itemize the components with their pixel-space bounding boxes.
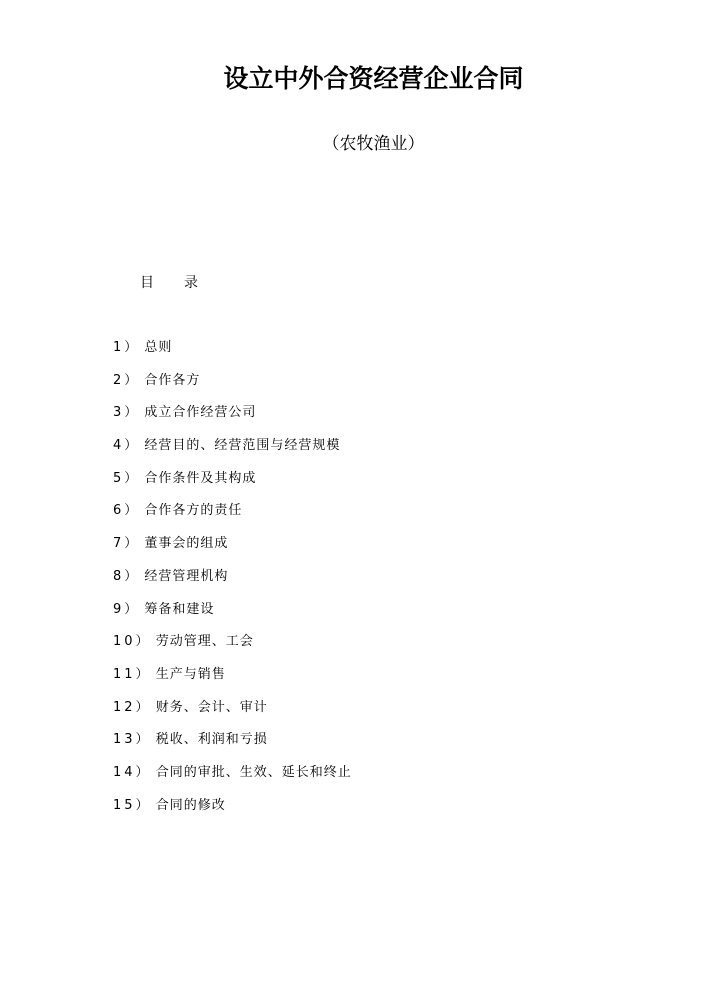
toc-item-label: 合同的修改 <box>155 797 226 813</box>
toc-item-label: 合作条件及其构成 <box>144 470 257 486</box>
document-title: 设立中外合资经营企业合同 <box>223 64 524 93</box>
toc-item-number: 1） <box>113 340 141 355</box>
toc-item-label: 合同的审批、生效、延长和终止 <box>155 764 352 780</box>
toc-item-number: 6） <box>113 503 141 519</box>
document-subtitle: （农牧渔业） <box>322 134 425 154</box>
toc-item <box>113 436 352 469</box>
toc-item-number: 11） <box>113 666 152 682</box>
toc-item-label: 总则 <box>144 340 173 355</box>
toc-item <box>113 730 352 763</box>
toc-item-label: 劳动管理、工会 <box>155 634 254 650</box>
toc-item-number: 7） <box>113 536 141 552</box>
toc-item <box>113 534 352 567</box>
toc-item-label: 财务、会计、审计 <box>155 699 268 715</box>
toc-item-number: 15） <box>113 797 152 813</box>
toc-item-label: 经营目的、经营范围与经营规模 <box>144 438 341 454</box>
toc-heading-left: 目 <box>140 275 154 291</box>
toc-heading <box>140 273 198 293</box>
toc-item-number: 13） <box>113 732 152 748</box>
toc-item <box>113 665 352 698</box>
toc-item-number: 5） <box>113 470 141 486</box>
toc-item-number: 14） <box>113 764 152 780</box>
toc-item <box>113 567 352 600</box>
toc-item <box>113 501 352 534</box>
toc-item-label: 筹备和建设 <box>144 601 215 617</box>
toc-heading-right: 录 <box>184 275 198 291</box>
toc-item-label: 合作各方 <box>144 372 201 388</box>
toc-item-number: 12） <box>113 699 152 715</box>
toc-item-number: 2） <box>113 372 141 388</box>
toc-item <box>113 403 352 436</box>
toc-item-label: 税收、利润和亏损 <box>155 732 268 748</box>
toc-item-label: 经营管理机构 <box>144 568 229 584</box>
toc-item <box>113 698 352 731</box>
toc-item <box>113 600 352 633</box>
toc-item <box>113 469 352 502</box>
toc-item-number: 10） <box>113 634 152 650</box>
toc-item-number: 8） <box>113 568 141 584</box>
toc-item-number: 9） <box>113 601 141 617</box>
toc-list <box>113 338 352 828</box>
toc-item-number: 4） <box>113 438 141 454</box>
toc-item <box>113 763 352 796</box>
toc-item <box>113 338 352 371</box>
toc-item <box>113 632 352 665</box>
toc-item-label: 成立合作经营公司 <box>144 405 257 421</box>
toc-item-label: 合作各方的责任 <box>144 503 243 519</box>
toc-item-label: 生产与销售 <box>155 666 226 682</box>
toc-item-label: 董事会的组成 <box>144 536 229 552</box>
toc-item <box>113 371 352 404</box>
toc-item-number: 3） <box>113 405 141 421</box>
toc-item <box>113 796 352 829</box>
